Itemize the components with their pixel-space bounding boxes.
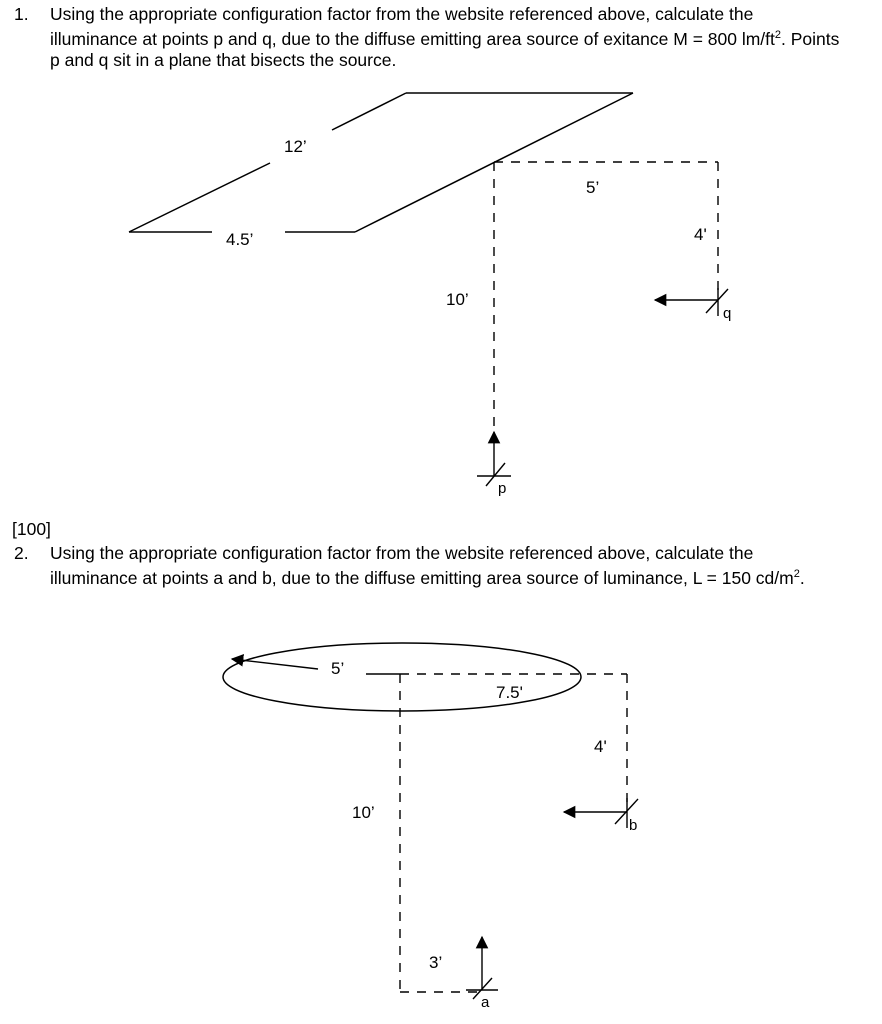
rectangular-source: [129, 93, 633, 232]
section-marker: [100]: [12, 519, 51, 539]
a-offset-label: 3’: [429, 953, 443, 972]
length-label: 12’: [284, 137, 307, 156]
figure-2: [223, 643, 638, 1011]
height-label-2: 10’: [352, 803, 375, 822]
dimension-guides-2: [400, 674, 627, 992]
dimension-guides: [494, 162, 718, 428]
offset-label-2: 7.5': [496, 683, 523, 702]
figure-1: [129, 93, 731, 497]
question-2-number: 2.: [14, 543, 29, 563]
point-q-marker: [655, 288, 728, 316]
point-p-marker: [477, 432, 511, 486]
point-b-marker: [564, 798, 638, 828]
point-a-marker: [466, 937, 498, 999]
point-q-label: q: [723, 305, 732, 322]
b-height-label: 4': [594, 737, 607, 756]
question-1-number: 1.: [14, 4, 29, 24]
question-1-text: Using the appropriate configuration factor from the website referenced above, calculate the illuminance at points p and q, due to the diffuse emitting area source of exitance M = 800 $lm/ft^2$. Points p and q sit in a plane that bisects the source.: [50, 4, 840, 70]
disk-source: [223, 643, 581, 711]
point-a-label: a: [481, 994, 490, 1011]
width-label: 4.5’: [226, 230, 254, 249]
q-height-label: 4': [694, 225, 707, 244]
point-p-label: p: [498, 480, 507, 497]
height-label: 10’: [446, 290, 469, 309]
radius-line: [232, 659, 400, 674]
question-2-text: Using the appropriate configuration factor from the website referenced above, calculate the illuminance at points a and b, due to the diffuse emitting area source of luminance, L = 150 $cd/m^2$.: [50, 543, 805, 588]
radius-label: 5’: [331, 659, 345, 678]
offset-label: 5’: [586, 178, 600, 197]
point-b-label: b: [629, 817, 638, 834]
